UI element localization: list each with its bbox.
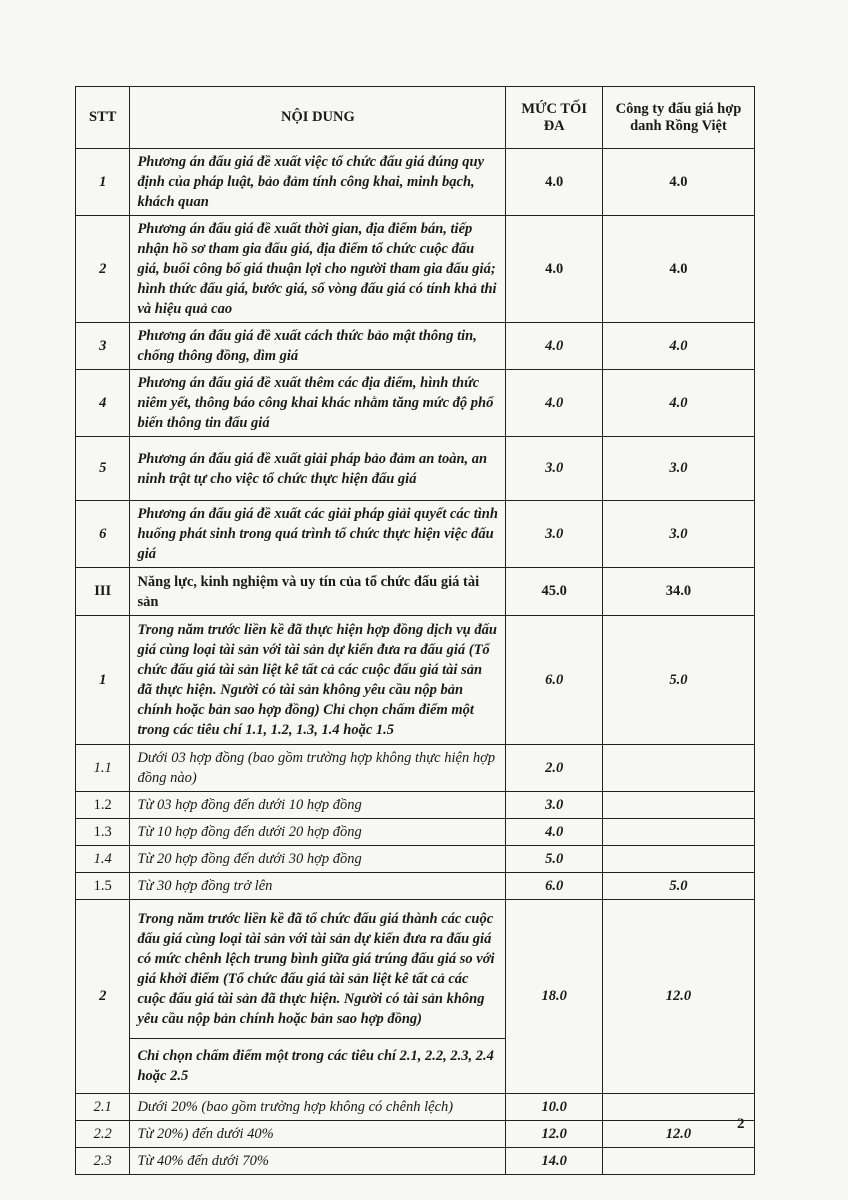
table-row	[76, 745, 755, 792]
row-content: Dưới 20% (bao gồm trường hợp không có chênh lệch)	[130, 1094, 506, 1121]
table-row	[76, 370, 755, 437]
header-company: Công ty đấu giá hợp danh Rồng Việt	[602, 87, 754, 149]
row-company: 5.0	[602, 873, 754, 900]
row-stt: 5	[76, 437, 130, 501]
row-company: 12.0	[602, 1121, 754, 1148]
row-company: 3.0	[602, 501, 754, 568]
header-stt: STT	[76, 87, 130, 149]
table-row	[76, 1121, 755, 1148]
row-max: 2.0	[506, 745, 603, 792]
row-company: 4.0	[602, 216, 754, 323]
table-row	[76, 846, 755, 873]
row-stt: III	[76, 568, 130, 616]
table-row	[76, 501, 755, 568]
row-content: Từ 40% đến dưới 70%	[130, 1148, 506, 1175]
row-max: 6.0	[506, 873, 603, 900]
row-company: 3.0	[602, 437, 754, 501]
row-content: Từ 20%) đến dưới 40%	[130, 1121, 506, 1148]
row-content: Từ 03 hợp đồng đến dưới 10 hợp đồng	[130, 792, 506, 819]
table-row	[76, 616, 755, 745]
row-company: 12.0	[602, 900, 754, 1094]
row-content: Năng lực, kinh nghiệm và uy tín của tổ chức đấu giá tài sản	[130, 568, 506, 616]
table-row	[76, 1148, 755, 1175]
row-max: 45.0	[506, 568, 603, 616]
row-content: Phương án đấu giá đề xuất việc tổ chức đấu giá đúng quy định của pháp luật, bảo đảm tính công khai, minh bạch, khách quan	[130, 149, 506, 216]
row-content: Phương án đấu giá đề xuất cách thức bảo mật thông tin, chống thông đồng, dìm giá	[130, 323, 506, 370]
row-stt: 1.5	[76, 873, 130, 900]
row-company	[602, 792, 754, 819]
table-row	[76, 819, 755, 846]
row-max: 4.0	[506, 370, 603, 437]
row-content: Từ 20 hợp đồng đến dưới 30 hợp đồng	[130, 846, 506, 873]
table-row	[76, 873, 755, 900]
row-company	[602, 846, 754, 873]
row-stt: 4	[76, 370, 130, 437]
row-max: 3.0	[506, 792, 603, 819]
row-company: 4.0	[602, 323, 754, 370]
table-row	[76, 900, 755, 1039]
table-row	[76, 792, 755, 819]
row-max: 3.0	[506, 437, 603, 501]
header-content: NỘI DUNG	[130, 87, 506, 149]
row-max: 4.0	[506, 323, 603, 370]
table-row	[76, 216, 755, 323]
row-content: Dưới 03 hợp đồng (bao gồm trường hợp không thực hiện hợp đồng nào)	[130, 745, 506, 792]
row-max: 4.0	[506, 149, 603, 216]
row-max: 4.0	[506, 819, 603, 846]
row-stt: 1.1	[76, 745, 130, 792]
row-stt: 2.2	[76, 1121, 130, 1148]
row-content: Từ 10 hợp đồng đến dưới 20 hợp đồng	[130, 819, 506, 846]
scoring-table	[75, 86, 755, 1175]
row-content-note: Chỉ chọn chấm điểm một trong các tiêu chí 2.1, 2.2, 2.3, 2.4 hoặc 2.5	[130, 1039, 506, 1094]
row-max: 12.0	[506, 1121, 603, 1148]
section-row	[76, 568, 755, 616]
row-company: 5.0	[602, 616, 754, 745]
row-max: 18.0	[506, 900, 603, 1094]
row-content: Phương án đấu giá đề xuất giải pháp bảo đảm an toàn, an ninh trật tự cho việc tổ chức thực hiện đấu giá	[130, 437, 506, 501]
row-stt: 3	[76, 323, 130, 370]
row-content: Từ 30 hợp đồng trở lên	[130, 873, 506, 900]
row-max: 5.0	[506, 846, 603, 873]
row-stt: 6	[76, 501, 130, 568]
row-company	[602, 819, 754, 846]
row-stt: 1.4	[76, 846, 130, 873]
table-row	[76, 437, 755, 501]
row-content: Phương án đấu giá đề xuất thêm các địa điểm, hình thức niêm yết, thông báo công khai khác nhằm tăng mức độ phổ biến thông tin đấu giá	[130, 370, 506, 437]
header-max: MỨC TỐI ĐA	[506, 87, 603, 149]
page-number: 2	[737, 1116, 745, 1132]
row-max: 3.0	[506, 501, 603, 568]
row-company: 34.0	[602, 568, 754, 616]
table-header-row	[76, 87, 755, 149]
row-company: 4.0	[602, 370, 754, 437]
row-max: 4.0	[506, 216, 603, 323]
row-company	[602, 745, 754, 792]
row-stt: 2	[76, 900, 130, 1094]
row-max: 10.0	[506, 1094, 603, 1121]
row-content: Phương án đấu giá đề xuất thời gian, địa điểm bán, tiếp nhận hồ sơ tham gia đấu giá, địa điểm tổ chức cuộc đấu giá, buổi công bố giá thuận lợi cho người tham gia đấu giá; hình thức đấu giá, bước giá, số vòng đấu giá có tính khả thi và hiệu quả cao	[130, 216, 506, 323]
row-content: Trong năm trước liền kề đã thực hiện hợp đồng dịch vụ đấu giá cùng loại tài sản với tài sản dự kiến đưa ra đấu giá (Tổ chức đấu giá tài sản liệt kê tất cả các cuộc đấu giá tài sản đã thực hiện. Người có tài sản không yêu cầu nộp bản chính hoặc bản sao hợp đồng) Chỉ chọn chấm điểm một trong các tiêu chí 1.1, 1.2, 1.3, 1.4 hoặc 1.5	[130, 616, 506, 745]
row-max: 14.0	[506, 1148, 603, 1175]
table-row	[76, 149, 755, 216]
row-company	[602, 1094, 754, 1121]
table-row	[76, 323, 755, 370]
row-company: 4.0	[602, 149, 754, 216]
row-company	[602, 1148, 754, 1175]
row-max: 6.0	[506, 616, 603, 745]
row-stt: 1	[76, 616, 130, 745]
row-content: Trong năm trước liền kề đã tổ chức đấu giá thành các cuộc đấu giá cùng loại tài sản với tài sản dự kiến đưa ra đấu giá có mức chênh lệch trung bình giữa giá trúng đấu giá so với giá khởi điểm (Tổ chức đấu giá tài sản liệt kê tất cả các cuộc đấu giá tài sản đã thực hiện. Người có tài sản không yêu cầu nộp bản chính hoặc bản sao hợp đồng)	[130, 900, 506, 1039]
row-stt: 1.3	[76, 819, 130, 846]
row-stt: 2.3	[76, 1148, 130, 1175]
row-stt: 2.1	[76, 1094, 130, 1121]
row-stt: 2	[76, 216, 130, 323]
row-stt: 1.2	[76, 792, 130, 819]
row-stt: 1	[76, 149, 130, 216]
row-content: Phương án đấu giá đề xuất các giải pháp giải quyết các tình huống phát sinh trong quá trình tổ chức thực hiện việc đấu giá	[130, 501, 506, 568]
table-row	[76, 1094, 755, 1121]
